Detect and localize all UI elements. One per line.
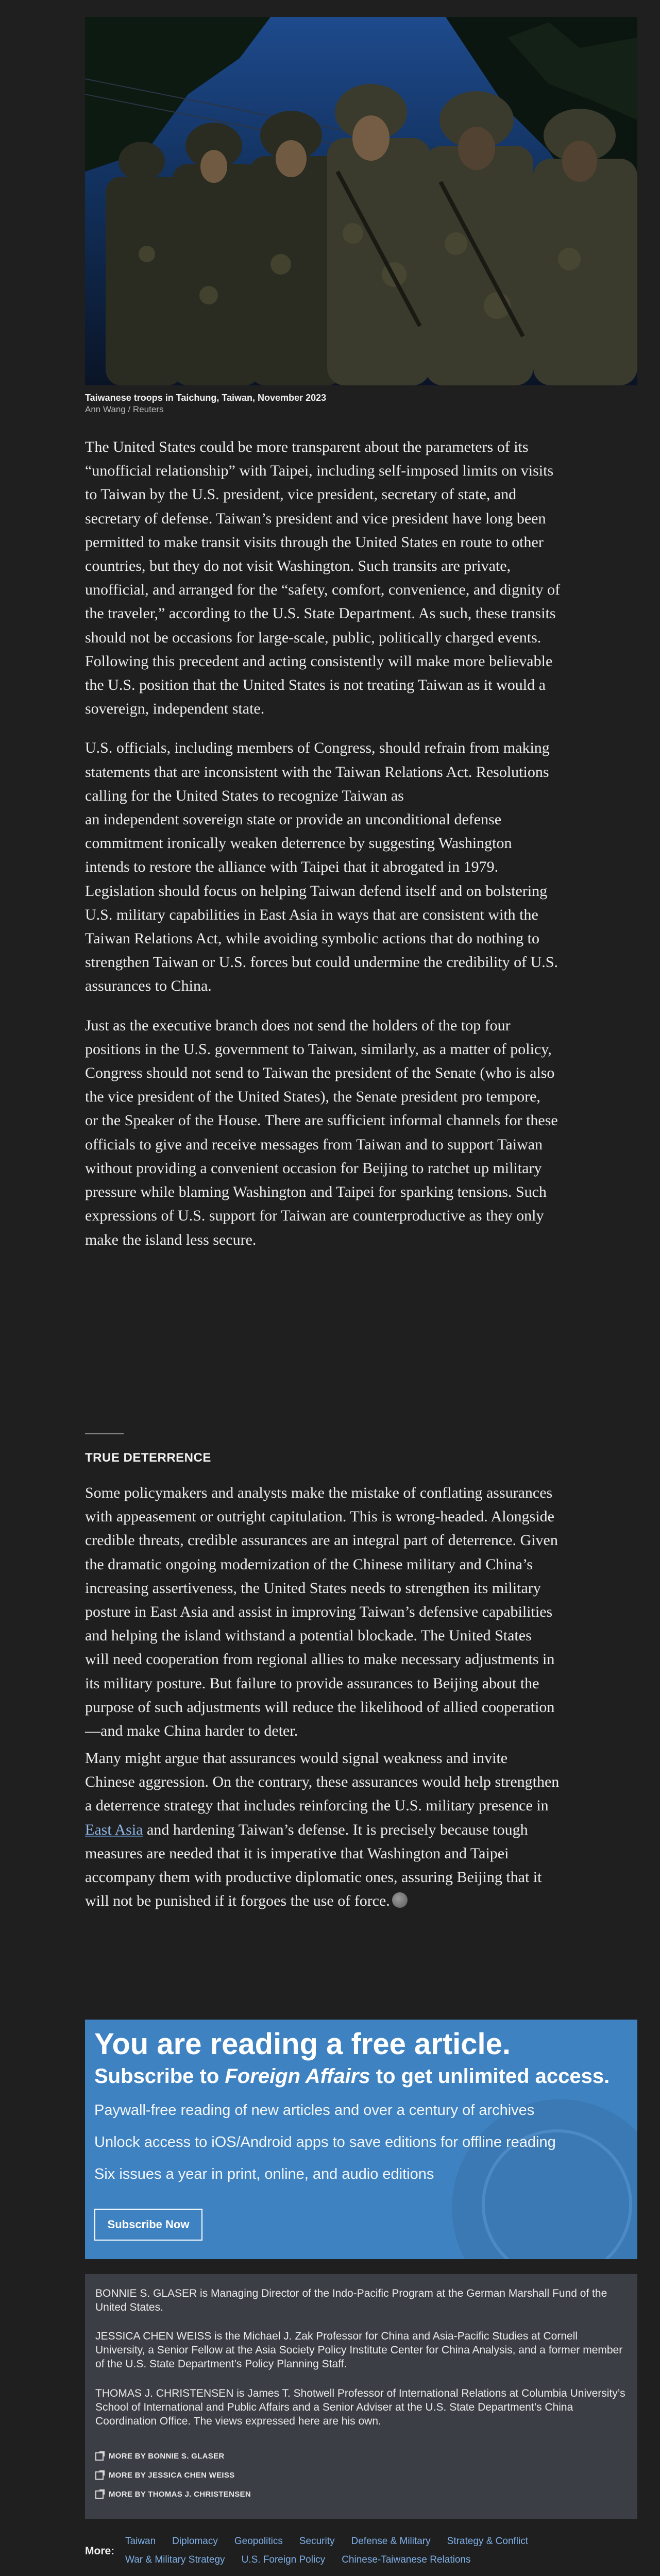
- body-paragraph: [85, 1747, 636, 1913]
- article-body-part1: [85, 435, 636, 1252]
- text-line: statements that are inconsistent with the Taiwan Relations Act. Resolutions: [85, 763, 549, 781]
- text-line: Many might argue that assurances would signal weakness and invite: [85, 1750, 508, 1767]
- text-line: Taiwan Relations Act, while avoiding symbolic actions that do nothing to: [85, 930, 539, 947]
- feature-item: Unlock access to iOS/Android apps to save editions for offline reading: [94, 2134, 556, 2150]
- text-line: measures are needed that it is imperative that Washington and Taipei: [85, 1844, 509, 1862]
- text-line: calling for the United States to recognize Taiwan as: [85, 787, 404, 804]
- text-line: should not be occasions for large-scale, public, politically charged events.: [85, 629, 541, 646]
- topics-label: More:: [85, 2545, 115, 2557]
- topic-link[interactable]: U.S. Foreign Policy: [241, 2554, 326, 2565]
- text-line: Some policymakers and analysts make the mistake of conflating assurances: [85, 1484, 553, 1501]
- caption-text: Taiwanese troops in Taichung, Taiwan, November 2023: [85, 393, 327, 403]
- topics-row-1: [125, 2536, 528, 2547]
- text-line: Just as the executive branch does not send the holders of the top four: [85, 1016, 511, 1034]
- text-line: Congress should not send to Taiwan the president of the Senate (who is also: [85, 1064, 555, 1082]
- more-by-glaser-link[interactable]: MORE BY BONNIE S. GLASER: [95, 2452, 224, 2461]
- subscribe-box: [85, 2020, 637, 2259]
- text-line: commitment ironically weaken deterrence by suggesting Washington: [85, 835, 512, 852]
- photo-caption: [85, 392, 636, 415]
- subscribe-now-button[interactable]: Subscribe Now: [94, 2209, 202, 2241]
- soldiers-photo-illustration: [85, 17, 637, 385]
- body-paragraph: [85, 1014, 636, 1252]
- text-line: will not be punished if it forgoes the use of force.: [85, 1892, 390, 1910]
- text-line: and hardening Taiwan’s defense. It is precisely because tough: [143, 1821, 528, 1838]
- text-line: a deterrence strategy that includes reinforcing the U.S. military presence in: [85, 1797, 549, 1815]
- end-mark-icon: [392, 1892, 408, 1908]
- text-line: “unofficial relationship” with Taipei, including self-imposed limits on visits: [85, 462, 554, 480]
- body-paragraph: [85, 736, 636, 998]
- text-line: increasing assertiveness, the United States needs to strengthen its military: [85, 1579, 541, 1597]
- text-line: its military posture. But failure to provide assurances to Beijing about the: [85, 1674, 539, 1692]
- text-line: positions in the U.S. government to Taiwan, similarly, as a matter of policy,: [85, 1040, 552, 1058]
- text-line: credible threats, credible assurances are an integral part of deterrence. Given: [85, 1532, 558, 1549]
- text-line: officials to give and receive messages from Taiwan and to support Taiwan: [85, 1136, 543, 1153]
- section-divider: [85, 1433, 124, 1434]
- external-link-icon: [95, 2490, 104, 2499]
- article-body-part2: [85, 1481, 636, 1743]
- text-line: and helping the island withstand a potential blockade. The United States: [85, 1627, 532, 1645]
- text-line: secretary of defense. Taiwan’s president and vice president have long been: [85, 510, 546, 527]
- text-line: posture in East Asia and assist in improving Taiwan’s defensive capabilities: [85, 1603, 553, 1621]
- text-line: intends to restore the alliance with Taipei that it abrogated in 1979.: [85, 858, 499, 876]
- section-heading: TRUE DETERRENCE: [85, 1451, 211, 1465]
- topic-link[interactable]: Geopolitics: [234, 2536, 283, 2547]
- text-line: make the island less secure.: [85, 1231, 257, 1248]
- text-line: expressions of U.S. support for Taiwan are counterproductive as they only: [85, 1207, 544, 1225]
- caption-credit: Ann Wang / Reuters: [85, 404, 164, 414]
- more-by-weiss-link[interactable]: MORE BY JESSICA CHEN WEISS: [95, 2471, 235, 2480]
- topics-row-2: [125, 2554, 471, 2566]
- text-line: the vice president of the United States), the Senate president pro tempore,: [85, 1088, 540, 1106]
- author-bio: JESSICA CHEN WEISS is the Michael J. Zak Professor for China and Asia-Pacific Studies at Cornell University, a Senior Fellow at the Asia Society Policy Institute Center for China Analysis, and a former member of the U.S. State Department’s Policy Planning Staff.: [95, 2330, 623, 2370]
- text-line: Chinese aggression. On the contrary, these assurances would help strengthen: [85, 1773, 560, 1791]
- text-line: pressure while blaming Washington and Taipei for sparking tensions. Such: [85, 1183, 547, 1201]
- text-line: The United States could be more transparent about the parameters of its: [85, 438, 529, 455]
- text-line: with appeasement or outright capitulation. This is wrong-headed. Alongside: [85, 1508, 554, 1526]
- text-line: the dramatic ongoing modernization of the Chinese military and China’s: [85, 1555, 533, 1573]
- text-line: or the Speaker of the House. There are sufficient informal channels for these: [85, 1112, 558, 1129]
- text-line: countries, but they do not visit Washington. Such transits are private,: [85, 557, 511, 575]
- text-line: Legislation should focus on helping Taiwan defend itself and on bolstering: [85, 882, 548, 900]
- topic-link[interactable]: War & Military Strategy: [125, 2554, 225, 2565]
- text-line: the traveler,” according to the U.S. State Department. As such, these transits: [85, 605, 556, 622]
- external-link-icon: [95, 2452, 104, 2461]
- text-line: U.S. officials, including members of Congress, should refrain from making: [85, 739, 550, 757]
- text-line: U.S. military capabilities in East Asia in ways that are consistent with the: [85, 906, 538, 923]
- text-line: without providing a convenient occasion for Beijing to ratchet up military: [85, 1159, 542, 1177]
- external-link-icon: [95, 2471, 104, 2480]
- text-line: accompany them with productive diplomatic ones, assuring Beijing that it: [85, 1869, 542, 1886]
- text-line: unofficial, and arranged for the “safety, comfort, convenience, and dignity of: [85, 581, 561, 599]
- more-by-christensen-link[interactable]: MORE BY THOMAS J. CHRISTENSEN: [95, 2490, 251, 2499]
- topic-link[interactable]: Diplomacy: [172, 2536, 218, 2547]
- final-paragraph: [85, 1747, 636, 1913]
- author-bio: BONNIE S. GLASER is Managing Director of the Indo-Pacific Program at the German Marshall Fund of the United States.: [95, 2287, 607, 2313]
- text-line: —and make China harder to deter.: [85, 1722, 298, 1740]
- body-paragraph: [85, 1481, 636, 1743]
- subscribe-headline: You are reading a free article.: [94, 2027, 511, 2061]
- text-line: permitted to make transit visits through the United States en route to other: [85, 533, 544, 551]
- topic-link[interactable]: Taiwan: [125, 2536, 156, 2547]
- east-asia-link[interactable]: East Asia: [85, 1821, 143, 1838]
- article-photo: [85, 17, 637, 385]
- feature-item: Six issues a year in print, online, and audio editions: [94, 2166, 434, 2182]
- text-line: an independent sovereign state or provide an unconditional defense: [85, 811, 502, 828]
- topic-link[interactable]: Defense & Military: [351, 2536, 431, 2547]
- author-bios: [85, 2274, 637, 2519]
- text-line: the U.S. position that the United States is not treating Taiwan as it would a: [85, 676, 546, 694]
- text-line: Following this precedent and acting consistently will make more believable: [85, 652, 553, 670]
- text-line: will need cooperation from regional allies to make necessary adjustments in: [85, 1651, 555, 1668]
- body-paragraph: [85, 435, 636, 721]
- text-line: assurances to China.: [85, 977, 212, 995]
- topic-link[interactable]: Security: [299, 2536, 335, 2547]
- author-bio: THOMAS J. CHRISTENSEN is James T. Shotwell Professor of International Relations at Columbia University’s School of International and Public Affairs and a Senior Adviser at the U.S. State Department’s China Coordination Office. The views expressed here are his own.: [95, 2387, 625, 2427]
- topic-link[interactable]: Strategy & Conflict: [447, 2536, 529, 2547]
- subscribe-subhead: Subscribe to Foreign Affairs to get unlimited access.: [94, 2065, 610, 2088]
- text-line: strengthen Taiwan or U.S. forces but could undermine the credibility of U.S.: [85, 954, 558, 971]
- text-line: to Taiwan by the U.S. president, vice president, secretary of state, and: [85, 486, 517, 503]
- text-line: purpose of such adjustments will reduce the likelihood of allied cooperation: [85, 1698, 555, 1716]
- topic-link[interactable]: Chinese-Taiwanese Relations: [342, 2554, 471, 2565]
- text-line: sovereign, independent state.: [85, 700, 265, 718]
- feature-item: Paywall-free reading of new articles and over a century of archives: [94, 2102, 535, 2119]
